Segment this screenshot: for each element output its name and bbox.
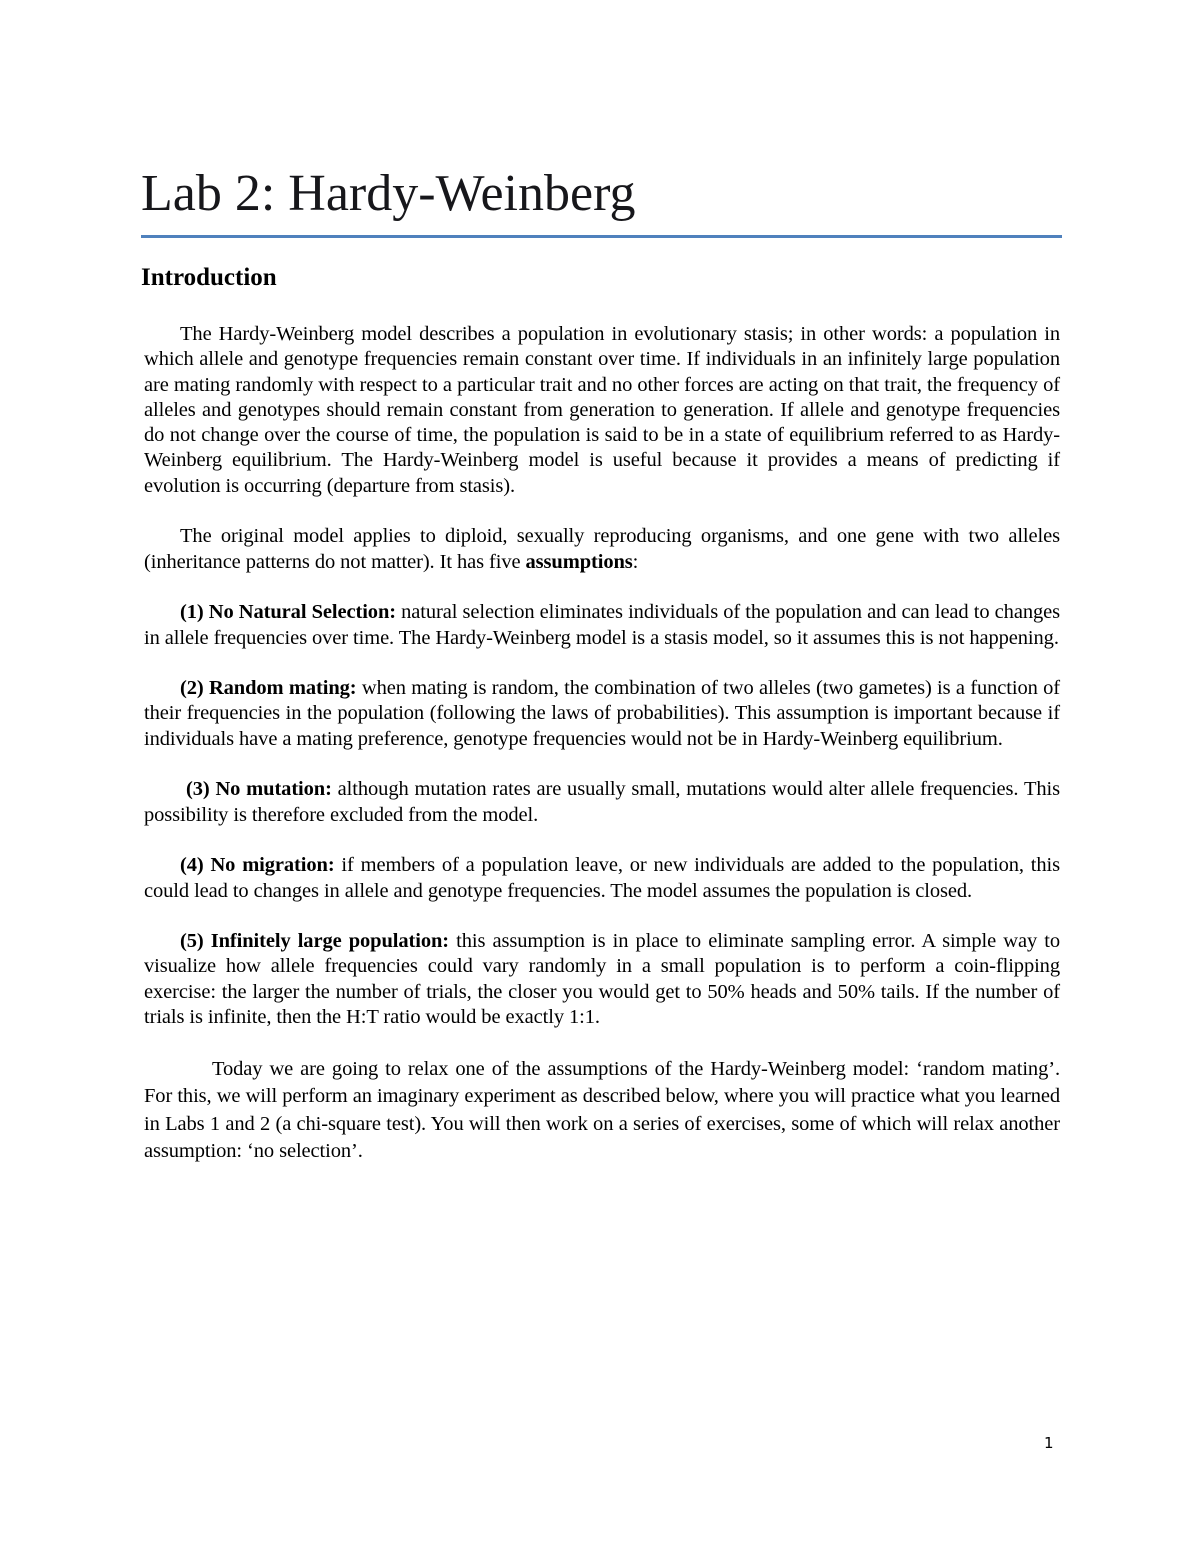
assumption-text: although mutation rates are usually small, mutations would alter allele frequencies. This possibility is therefore excluded from the model. [144, 778, 1060, 826]
document-title: Lab 2: Hardy-Weinberg [141, 165, 636, 222]
model-overview-colon: : [632, 550, 639, 573]
assumption-label: (1) No Natural Selection: [180, 601, 396, 624]
assumption-random-mating [144, 676, 1060, 752]
model-overview-text: The original model applies to diploid, sexually reproducing organisms, and one gene with two alleles (inheritance patterns do not matter). It has five [144, 525, 1060, 573]
assumption-no-mutation [144, 777, 1060, 828]
model-overview-paragraph [144, 524, 1060, 575]
assumption-no-natural-selection [144, 600, 1060, 651]
assumption-text: this assumption is in place to eliminate sampling error. A simple way to visualize how allele frequencies could vary randomly in a small population is to perform a coin-flipping exercise: the larger the number of trials, the closer you would get to 50% heads and 50% tails. If the number of trials is infinite, then the H:T ratio would be exactly 1:1. [144, 930, 1060, 1029]
page-number: 1 [1044, 1434, 1054, 1452]
intro-paragraph: The Hardy-Weinberg model describes a population in evolutionary stasis; in other words: a population in which allele and genotype frequencies remain constant over time. If individuals in an infinitely large population are mating randomly with respect to a particular trait and no other forces are acting on that trait, the frequency of alleles and genotypes should remain constant from generation to generation. If allele and genotype frequencies do not change over the course of time, the population is said to be in a state of equilibrium referred to as Hardy-Weinberg equilibrium. The Hardy-Weinberg model is useful because it provides a means of predicting if evolution is occurring (departure from stasis). [144, 323, 1060, 497]
assumption-label: (2) Random mating: [180, 677, 357, 700]
title-underline-rule [141, 235, 1062, 238]
assumption-no-migration [144, 853, 1060, 904]
assumption-text: if members of a population leave, or new individuals are added to the population, this could lead to changes in allele and genotype frequencies. The model assumes the population is closed. [144, 854, 1060, 902]
assumption-text: natural selection eliminates individuals of the population and can lead to changes in allele frequencies over time. The Hardy-Weinberg model is a stasis model, so it assumes this is not happening. [144, 601, 1060, 649]
today-paragraph: Today we are going to relax one of the assumptions of the Hardy-Weinberg model: ‘random mating’. For this, we will perform an imaginary experiment as described below, where you will practice what you learned in Labs 1 and 2 (a chi-square test). You will then work on a series of exercises, some of which will relax another assumption: ‘no selection’. [144, 1057, 1060, 1163]
assumptions-keyword: assumptions [525, 550, 633, 573]
document-body [144, 322, 1060, 1191]
assumption-label: (5) Infinitely large population: [180, 930, 450, 953]
assumption-infinitely-large-population [144, 929, 1060, 1030]
section-heading-introduction: Introduction [141, 264, 277, 291]
assumption-label: (4) No migration: [180, 854, 335, 877]
assumption-label: (3) No mutation: [186, 778, 332, 801]
assumption-text: when mating is random, the combination of two alleles (two gametes) is a function of their frequencies in the population (following the laws of probabilities). This assumption is important because if individuals have a mating preference, genotype frequencies would not be in Hardy-Weinberg equilibrium. [144, 677, 1060, 750]
